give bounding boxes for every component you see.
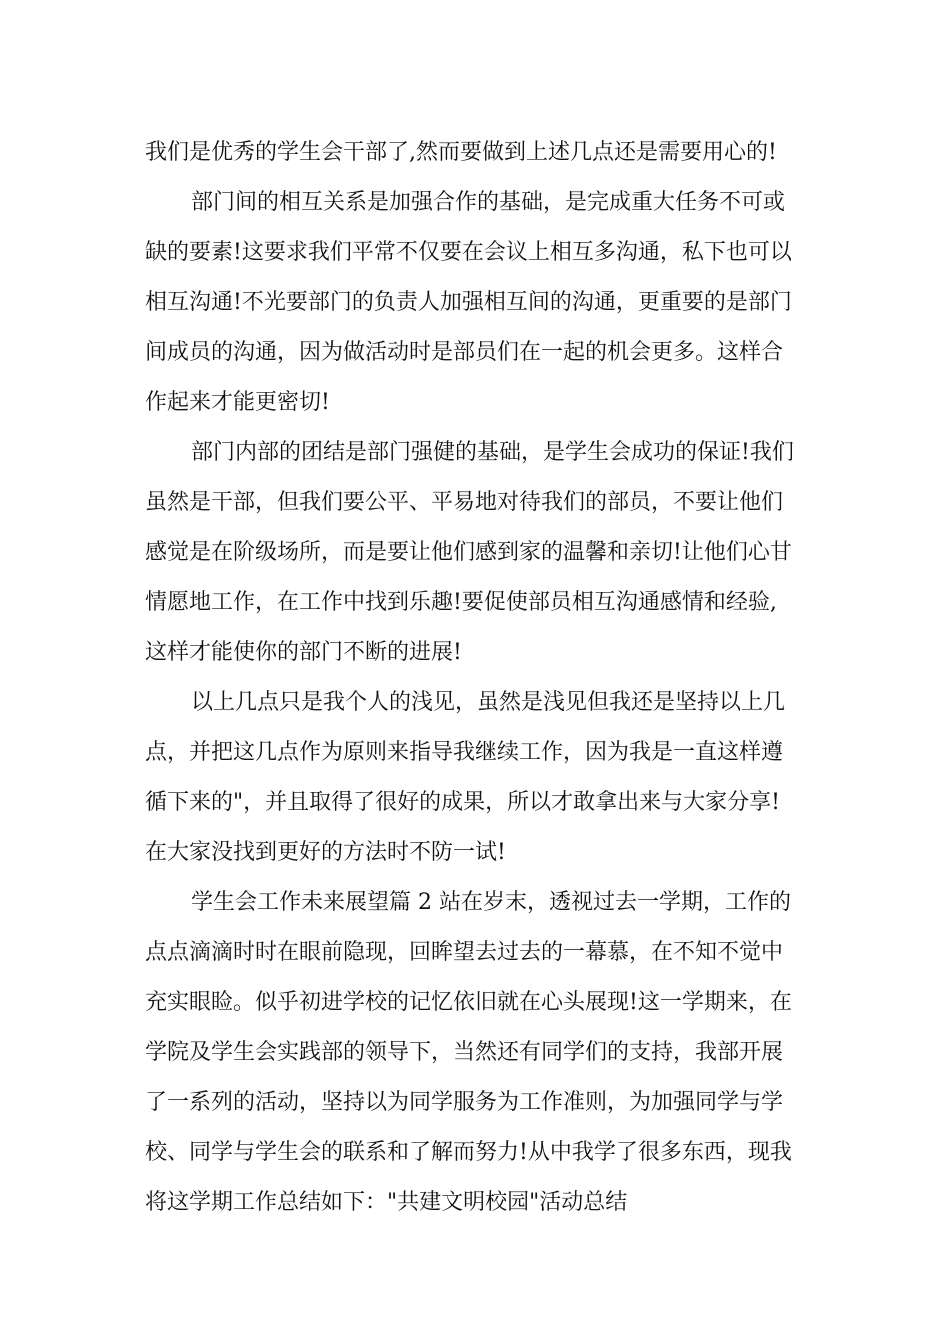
text-line-14: 循下来的"，并且取得了很好的成果，所以才敢拿出来与大家分享! bbox=[145, 790, 780, 815]
text-line-4: 相互沟通!不光要部门的负责人加强相互间的沟通，更重要的是部门 bbox=[145, 290, 792, 315]
text-line-7: 部门内部的团结是部门强健的基础，是学生会成功的保证!我们 bbox=[191, 440, 794, 465]
text-line-15: 在大家没找到更好的方法时不防一试! bbox=[145, 840, 506, 865]
text-line-8: 虽然是干部，但我们要公平、平易地对待我们的部员，不要让他们 bbox=[145, 490, 784, 515]
text-line-17: 点点滴滴时时在眼前隐现，回眸望去过去的一幕慕，在不知不觉中 bbox=[145, 940, 784, 965]
text-line-2: 部门间的相互关系是加强合作的基础，是完成重大任务不可或 bbox=[191, 190, 786, 215]
text-line-13: 点，并把这几点作为原则来指导我继续工作，因为我是一直这样遵 bbox=[145, 740, 784, 765]
text-line-11: 这样才能使你的部门不断的进展! bbox=[145, 640, 462, 665]
text-line-5: 间成员的沟通，因为做活动时是部员们在一起的机会更多。这样合 bbox=[145, 340, 784, 365]
text-line-12: 以上几点只是我个人的浅见，虽然是浅见但我还是坚持以上几 bbox=[191, 690, 786, 715]
text-line-18: 充实眼睑。似乎初进学校的记忆依旧就在心头展现!这一学期来，在 bbox=[145, 990, 792, 1015]
text-line-9: 感觉是在阶级场所，而是要让他们感到家的温馨和亲切!让他们心甘 bbox=[145, 540, 792, 565]
text-line-16: 学生会工作未来展望篇 2 站在岁末，透视过去一学期，工作的 bbox=[191, 890, 791, 915]
document-body bbox=[145, 128, 813, 1228]
text-line-10: 情愿地工作，在工作中找到乐趣!要促使部员相互沟通感情和经验, bbox=[145, 590, 777, 615]
text-line-20: 了一系列的活动，坚持以为同学服务为工作准则，为加强同学与学 bbox=[145, 1090, 784, 1115]
text-line-3: 缺的要素!这要求我们平常不仅要在会议上相互多沟通，私下也可以 bbox=[145, 240, 792, 265]
text-line-21: 校、同学与学生会的联系和了解而努力!从中我学了很多东西，现我 bbox=[145, 1140, 792, 1165]
text-line-19: 学院及学生会实践部的领导下，当然还有同学们的支持，我部开展 bbox=[145, 1040, 784, 1065]
text-line-6: 作起来才能更密切! bbox=[145, 390, 330, 415]
text-line-1: 我们是优秀的学生会干部了,然而要做到上述几点还是需要用心的! bbox=[145, 140, 777, 165]
text-line-22: 将这学期工作总结如下："共建文明校园"活动总结 bbox=[145, 1190, 628, 1215]
